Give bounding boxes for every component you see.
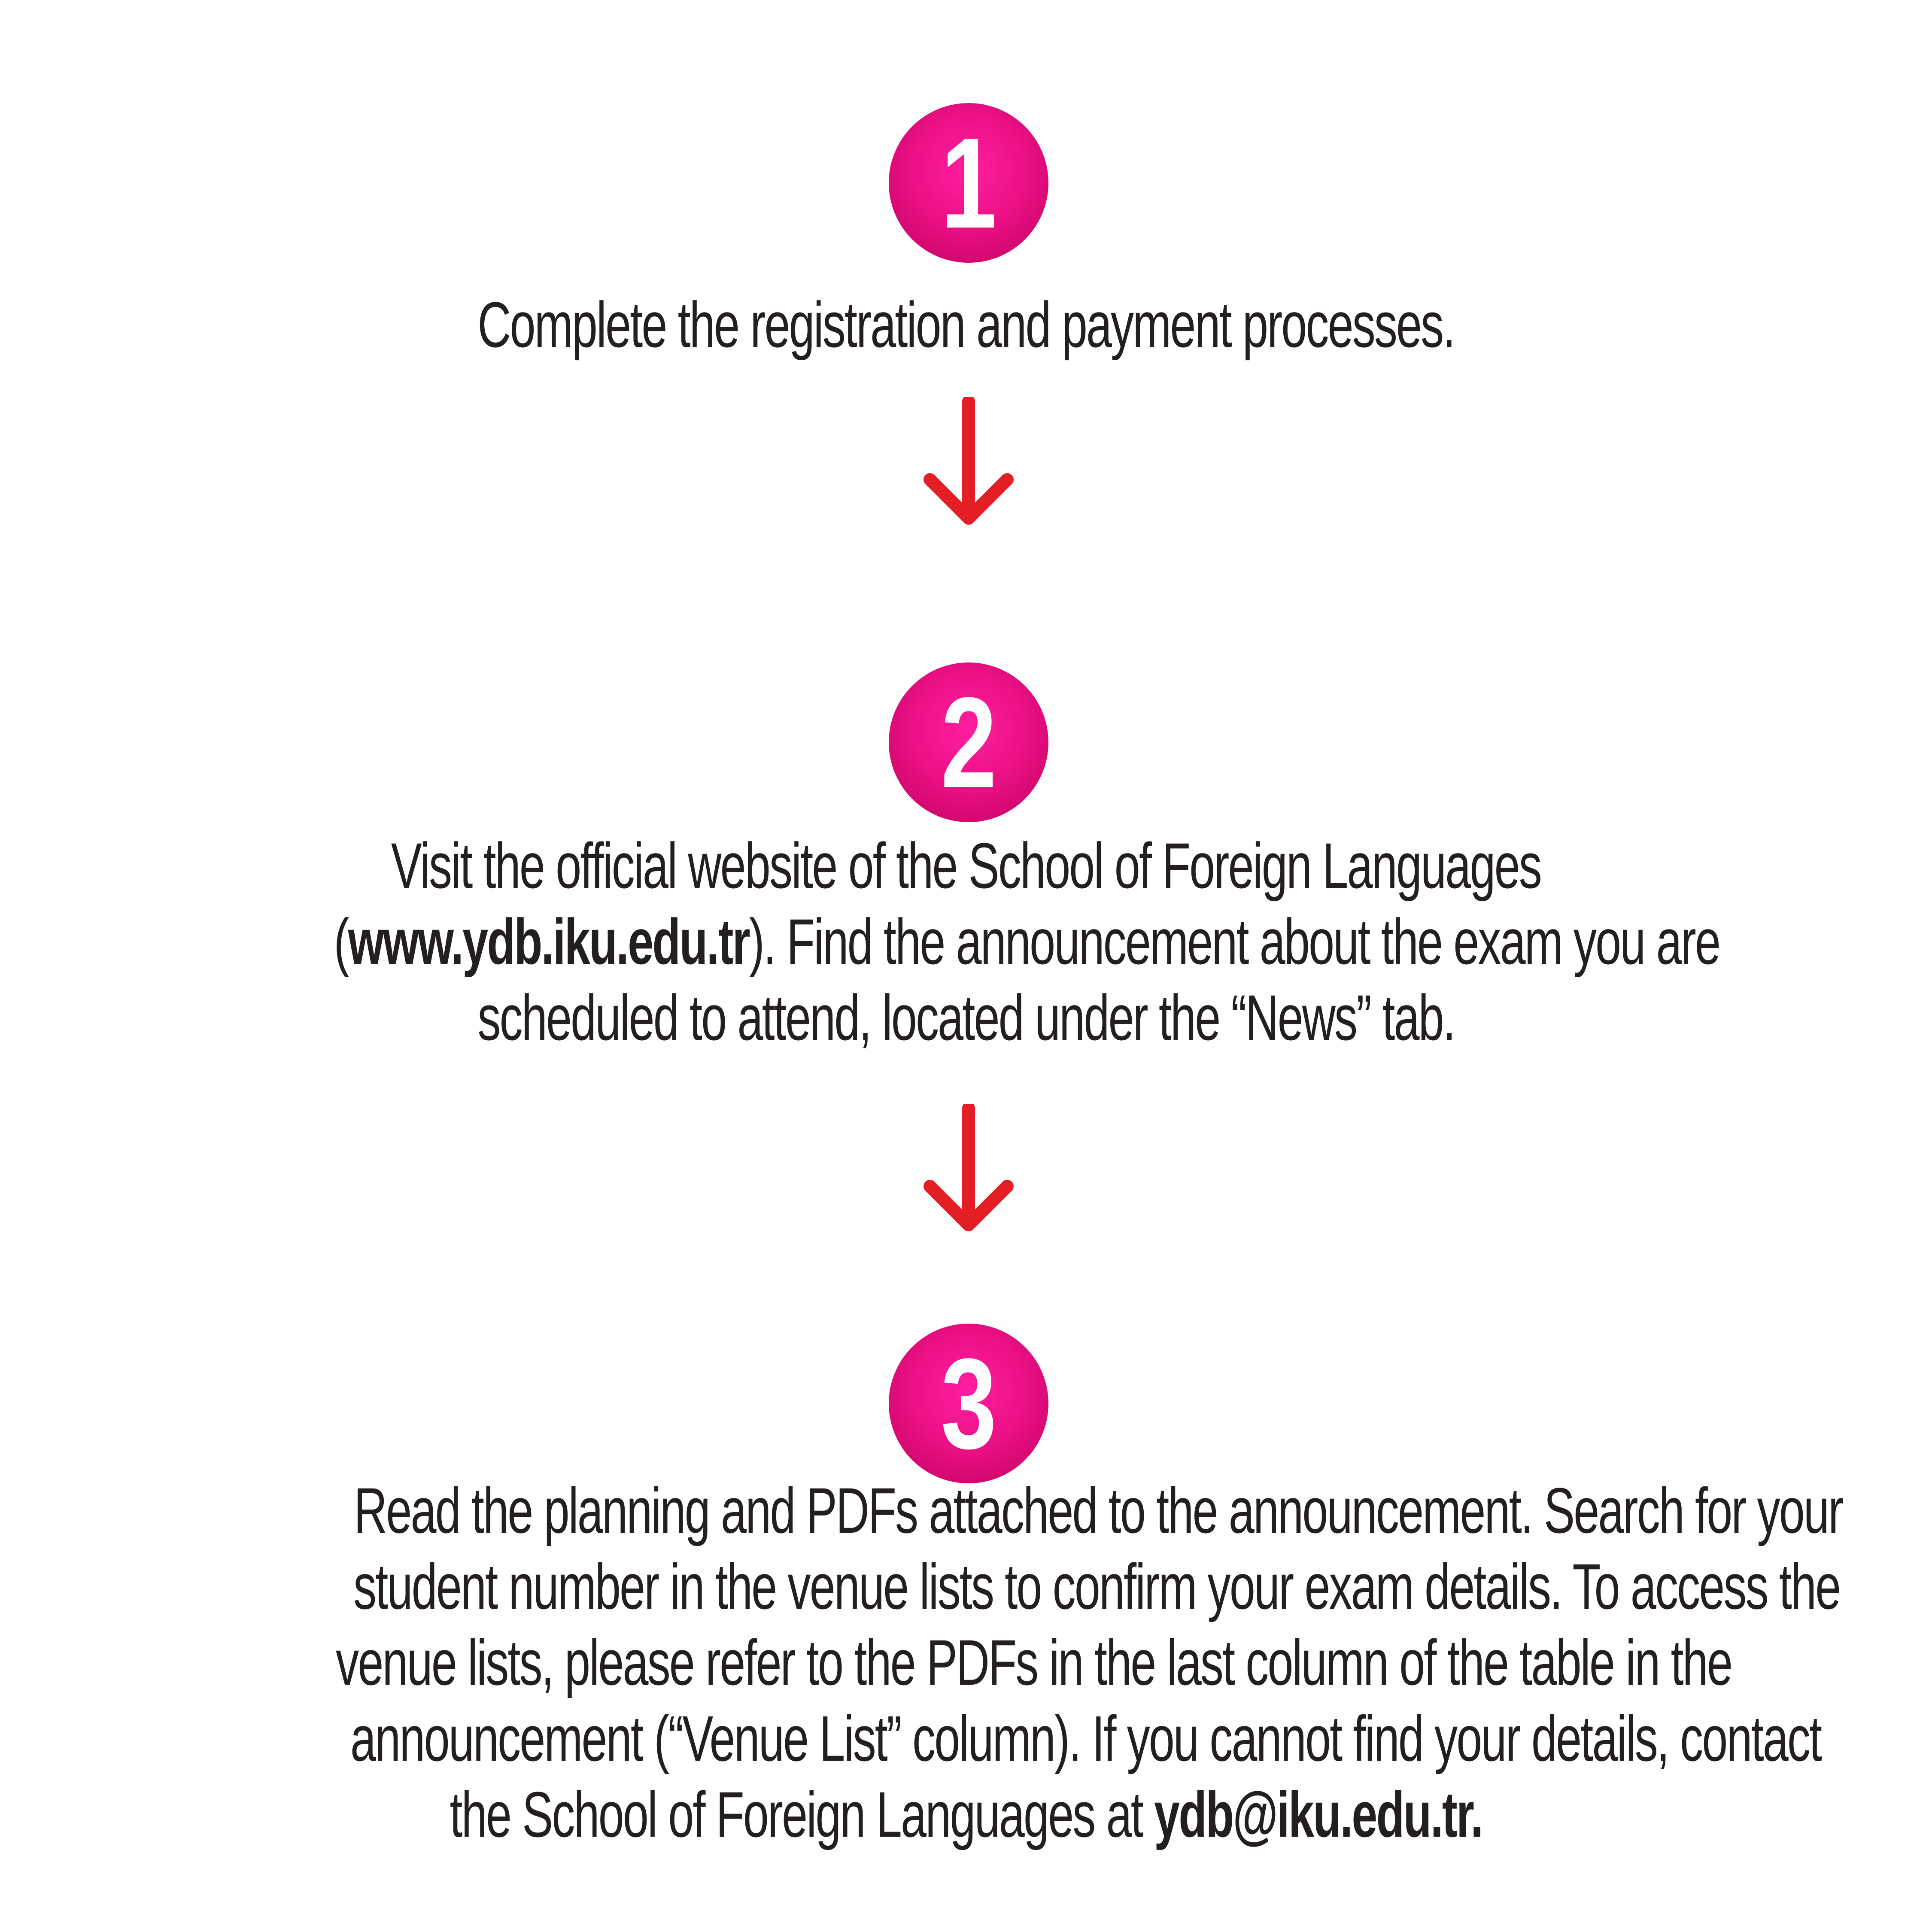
step-1-badge [889, 103, 1048, 263]
step-3-line-4-text: announcement (“Venue List” column). If you cannot find your details, contact [350, 1702, 1821, 1774]
step-3-line-1-text: Read the planning and PDFs attached to the announcement. Search for your [354, 1474, 1843, 1546]
down-arrow-icon [923, 397, 1014, 526]
step-3-line-1 [64, 1473, 1868, 1549]
step-1-text [64, 287, 1868, 363]
step-1-line-1 [64, 287, 1868, 363]
step-3-line-5 [64, 1777, 1868, 1853]
step-2-line-1 [64, 828, 1868, 904]
ydb-website-link[interactable]: www.ydb.iku.edu.tr [348, 905, 749, 978]
step-3-line-2-text: student number in the venue lists to confirm your exam details. To access the [353, 1550, 1840, 1622]
step-2-line-2-suffix: ). Find the announcement about the exam you are [749, 905, 1720, 978]
step-2-text [64, 828, 1868, 1056]
step-2-line-1-text: Visit the official website of the School of Foreign Languages [391, 829, 1541, 902]
step-2-badge [889, 662, 1048, 822]
step-3-line-2 [64, 1549, 1868, 1625]
step-3-line-4 [64, 1701, 1868, 1777]
step-3-badge [889, 1324, 1048, 1483]
step-2-line-3 [64, 980, 1868, 1056]
step-3-line-5-prefix: the School of Foreign Languages at [450, 1778, 1154, 1850]
step-3-line-3 [64, 1625, 1868, 1701]
step-1-number: 1 [940, 111, 997, 255]
ydb-email-link[interactable]: ydb@iku.edu.tr. [1154, 1778, 1482, 1850]
step-2-line-2-prefix: ( [334, 905, 348, 978]
step-2-number: 2 [940, 670, 997, 814]
step-3-text [64, 1473, 1868, 1853]
step-3-number: 3 [940, 1331, 997, 1476]
step-1-line-1-text: Complete the registration and payment processes. [477, 289, 1455, 361]
step-3-line-3-text: venue lists, please refer to the PDFs in the last column of the table in the [336, 1626, 1732, 1698]
down-arrow-icon [923, 1104, 1014, 1233]
step-2-line-3-text: scheduled to attend, located under the “News” tab. [477, 981, 1455, 1054]
step-2-line-2 [64, 904, 1868, 980]
